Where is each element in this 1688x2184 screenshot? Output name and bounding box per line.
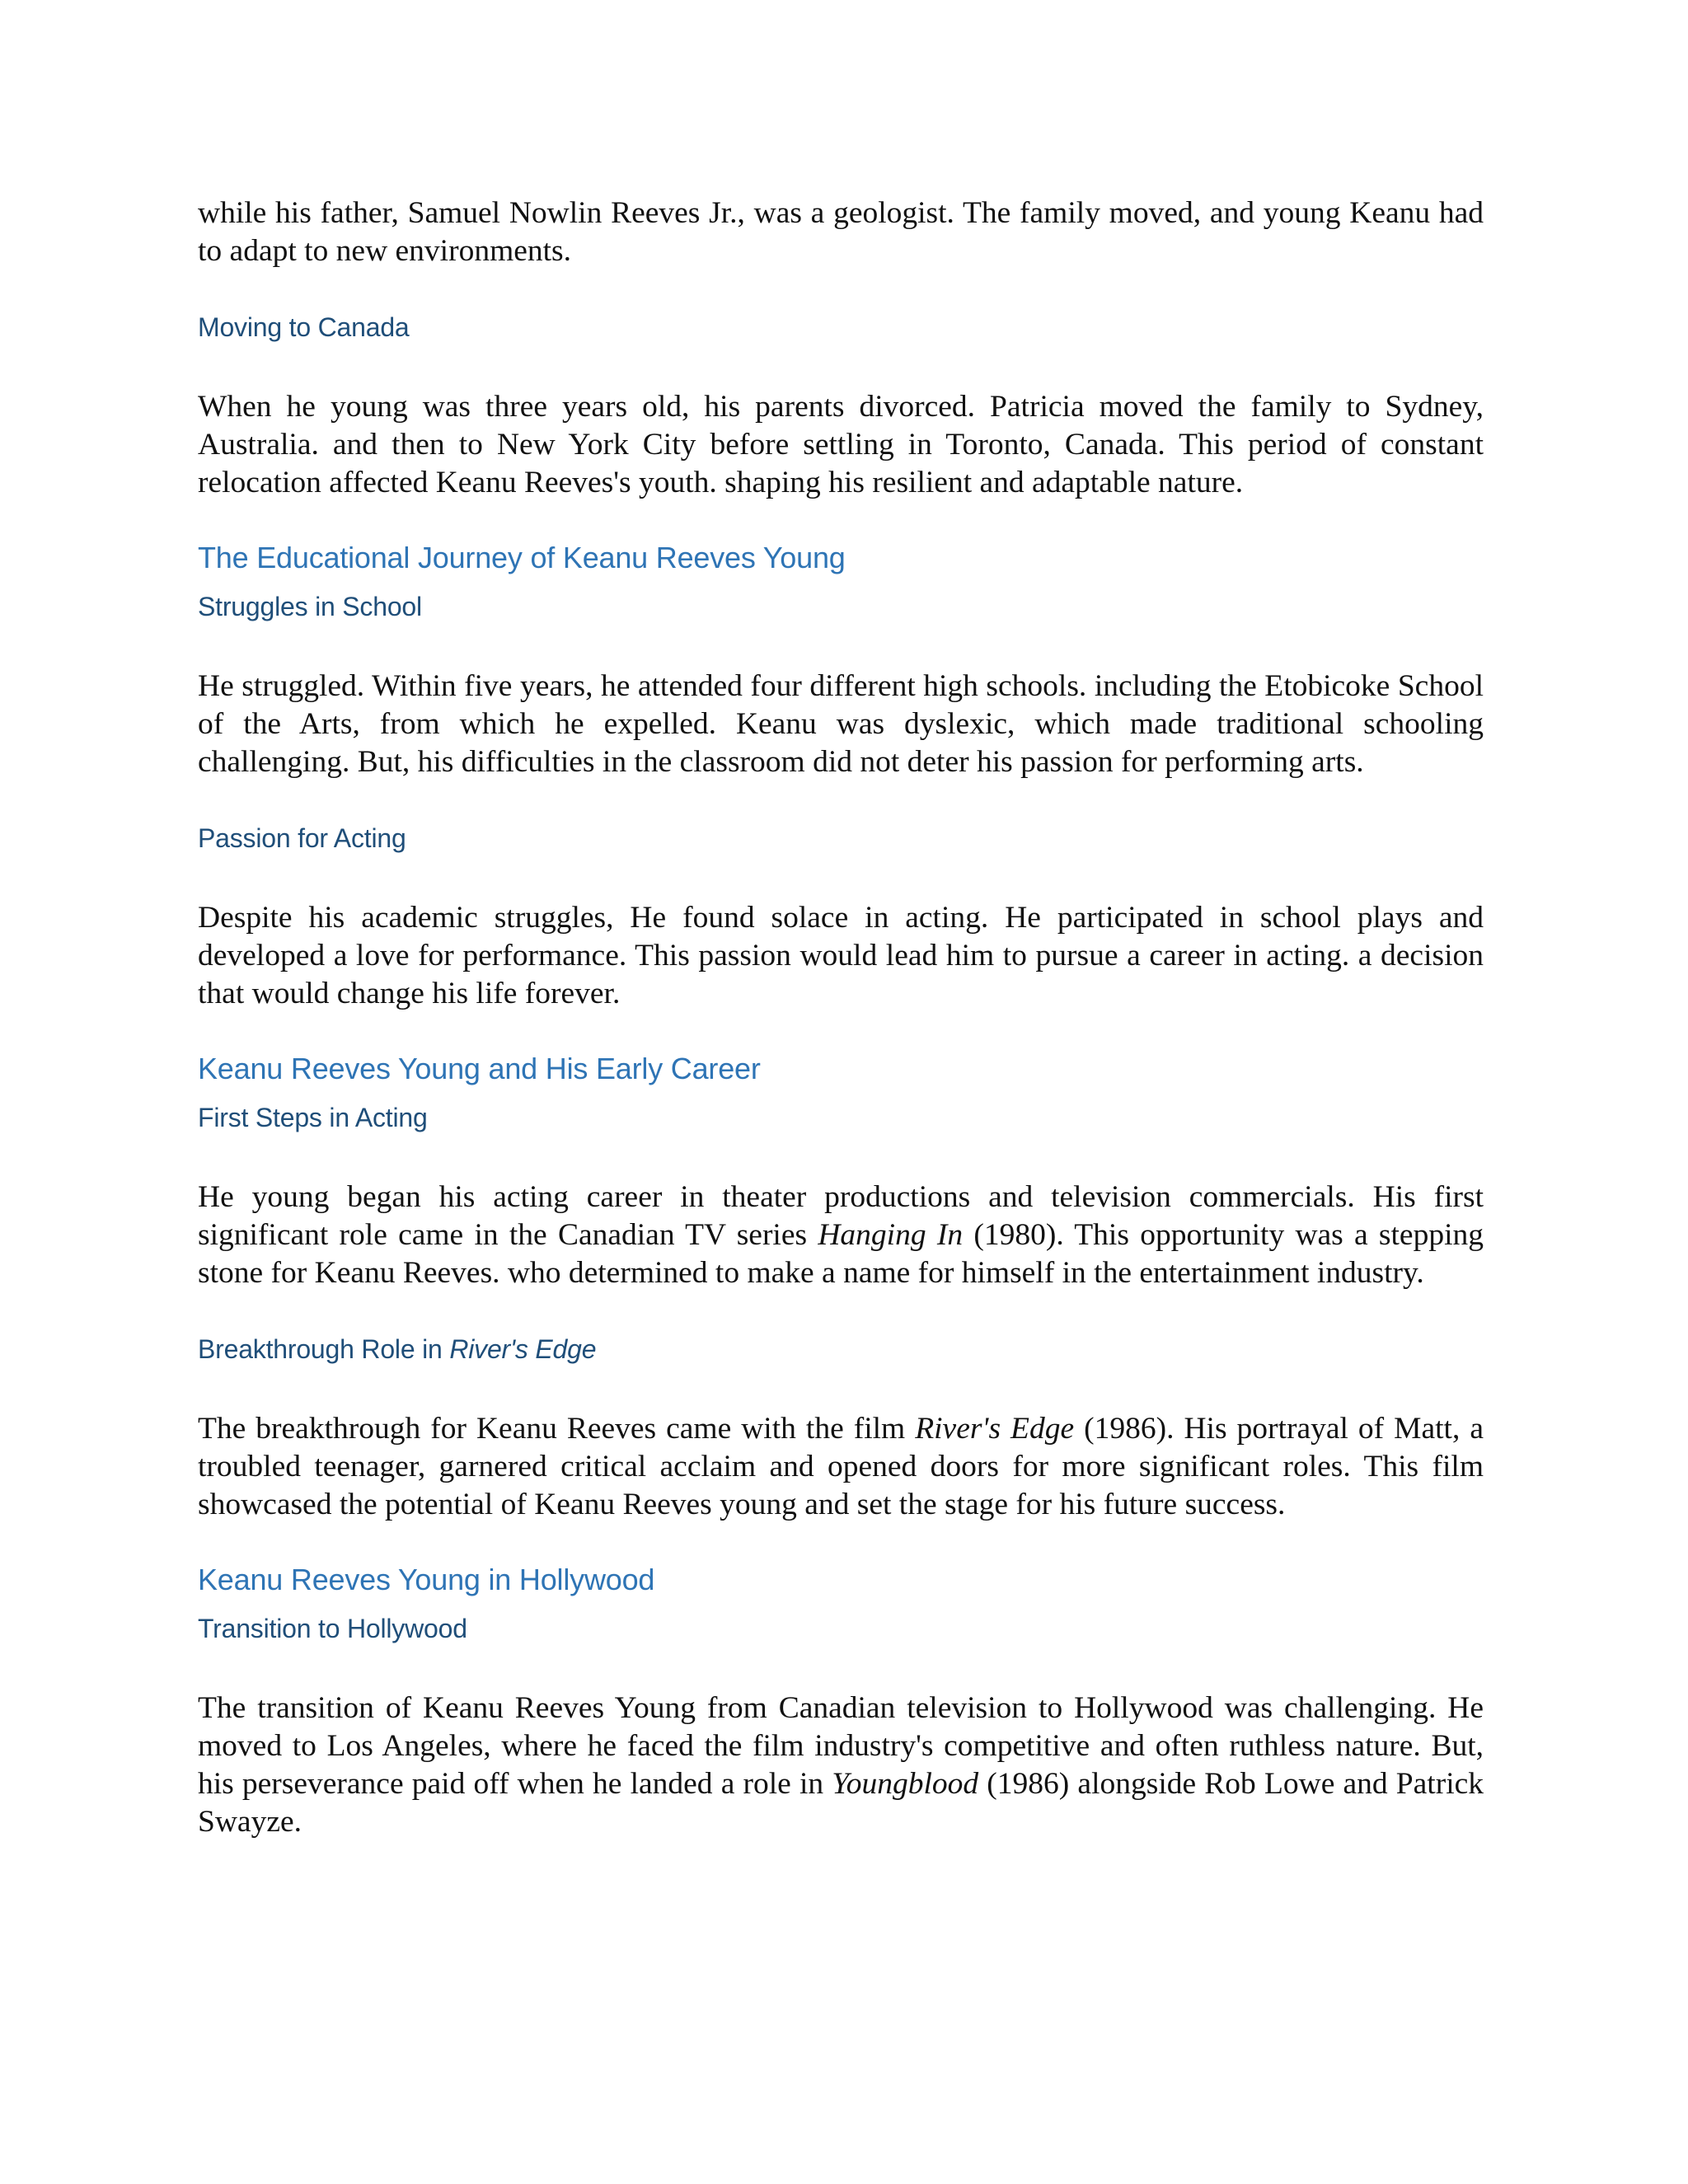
breakthrough-text-after: (1986). His portrayal of Matt, a troubled teenager, garnered critical acclaim and opened doors for more significant roles. This film showcased the potential of Keanu Reeves young and set the stage for his future success. (198, 1412, 1484, 1521)
passion-paragraph: Despite his academic struggles, He found solace in acting. He participated in school plays and developed a love for performance. This passion would lead him to pursue a career in acting. a decision that would change his life forever. (198, 901, 1484, 1010)
title-youngblood: Youngblood (832, 1767, 979, 1801)
heading-passion-for-acting: Passion for Acting (198, 823, 406, 853)
first-steps-paragraph (198, 1179, 1484, 1292)
title-hanging-in: Hanging In (818, 1218, 964, 1252)
transition-text-after: (1986) alongside Rob Lowe and Patrick Swayze. (198, 1767, 1484, 1839)
document-body (198, 194, 1484, 1841)
heading-struggles-in-school: Struggles in School (198, 592, 422, 621)
heading-first-steps: First Steps in Acting (198, 1103, 428, 1132)
first-steps-text-before: He young began his acting career in theater productions and television commercials. His first significant role came in the Canadian TV series (198, 1180, 1484, 1252)
moving-to-canada-paragraph: When he young was three years old, his parents divorced. Patricia moved the family to Sydney, Australia. and then to New York City before settling in Toronto, Canada. This period of constant relocation affected Keanu Reeves's youth. shaping his resilient and adaptable nature. (198, 390, 1484, 499)
first-steps-text-after: (1980). This opportunity was a stepping stone for Keanu Reeves. who determined to make a name for himself in the entertainment industry. (198, 1218, 1484, 1290)
intro-paragraph: while his father, Samuel Nowlin Reeves Jr., was a geologist. The family moved, and young Keanu had to adapt to new environments. (198, 196, 1484, 268)
heading-transition-to-hollywood: Transition to Hollywood (198, 1614, 467, 1643)
transition-text-before: The transition of Keanu Reeves Young from Canadian television to Hollywood was challenging. He moved to Los Angeles, where he faced the film industry's competitive and often ruthless nature. But, his perseverance paid off when he landed a role in (198, 1691, 1484, 1801)
breakthrough-heading-title: River's Edge (449, 1334, 597, 1364)
heading-educational-journey: The Educational Journey of Keanu Reeves Young (198, 541, 846, 574)
struggles-paragraph: He struggled. Within five years, he attended four different high schools. including the Etobicoke School of the Arts, from which he expelled. Keanu was dyslexic, which made traditional schooling challenging. But, his difficulties in the classroom did not deter his passion for performing arts. (198, 669, 1484, 779)
breakthrough-heading-prefix: Breakthrough Role in (198, 1334, 450, 1364)
title-rivers-edge: River's Edge (915, 1412, 1075, 1446)
heading-breakthrough-role (198, 1331, 1484, 1367)
breakthrough-paragraph (198, 1410, 1484, 1524)
heading-moving-to-canada: Moving to Canada (198, 312, 410, 342)
heading-early-career: Keanu Reeves Young and His Early Career (198, 1052, 761, 1085)
breakthrough-text-before: The breakthrough for Keanu Reeves came with the film (198, 1412, 916, 1446)
transition-paragraph (198, 1690, 1484, 1841)
heading-hollywood: Keanu Reeves Young in Hollywood (198, 1563, 655, 1596)
